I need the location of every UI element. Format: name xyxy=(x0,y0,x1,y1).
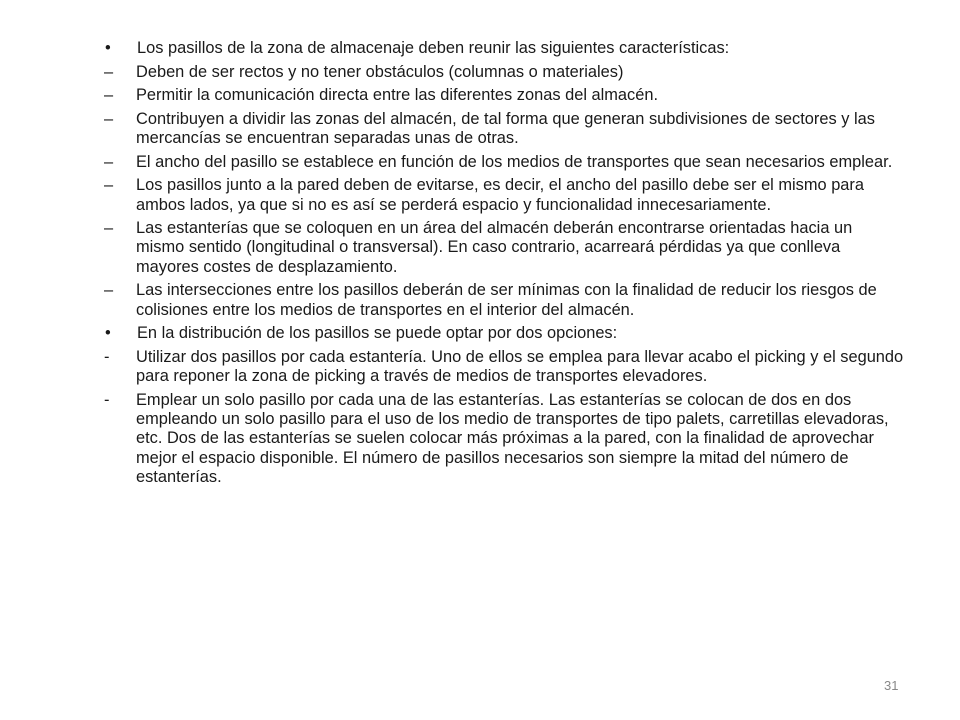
dash-marker: – xyxy=(104,219,114,238)
slide-body xyxy=(104,39,904,492)
list-item xyxy=(104,324,904,343)
dash-marker: – xyxy=(104,86,114,105)
list-item-text: El ancho del pasillo se establece en función de los medios de transportes que sean necesarios emplear. xyxy=(136,152,893,171)
list-item xyxy=(104,281,904,320)
hyphen-marker: - xyxy=(104,347,110,366)
list-item xyxy=(104,110,904,149)
dash-marker: – xyxy=(104,281,114,300)
list-item-text: Deben de ser rectos y no tener obstáculos (columnas o materiales) xyxy=(136,62,624,81)
list-item xyxy=(104,176,904,215)
list-item-text: Los pasillos de la zona de almacenaje deben reunir las siguientes características: xyxy=(137,39,730,57)
dash-marker: – xyxy=(104,62,114,81)
list-item-text: Las estanterías que se coloquen en un área del almacén deberán encontrarse orientadas hacia un mismo sentido (longitudinal o transversal). En caso contrario, acarreará pérdidas ya que conlleva mayores costes de desplazamiento. xyxy=(136,219,853,276)
page-number: 31 xyxy=(884,678,899,693)
list-item xyxy=(104,219,904,277)
dash-marker: – xyxy=(104,152,114,171)
list-item xyxy=(104,391,904,487)
list-item xyxy=(104,39,904,58)
list-item-text: Emplear un solo pasillo por cada una de las estanterías. Las estanterías se colocan de dos en dos empleando un solo pasillo para el uso de los medio de transportes de tipo palets, carretillas elevadoras, etc. Dos de las estanterías se suelen colocar más próximas a la pared, con la finalidad de aprovechar mejor el espacio disponible. El número de pasillos necesarios son siempre la mitad del número de estanterías. xyxy=(136,390,889,486)
bullet-marker: • xyxy=(105,39,111,57)
list-item-text: Los pasillos junto a la pared deben de evitarse, es decir, el ancho del pasillo debe ser el mismo para ambos lados, ya que si no es así se perderá espacio y funcionalidad innecesariamente. xyxy=(136,176,864,214)
list-item xyxy=(104,63,904,82)
dash-marker: – xyxy=(104,176,114,195)
list-item-text: Las intersecciones entre los pasillos deberán de ser mínimas con la finalidad de reducir los riesgos de colisiones entre los medios de transportes en el interior del almacén. xyxy=(136,281,877,319)
list-item xyxy=(104,153,904,172)
list-item-text: En la distribución de los pasillos se puede optar por dos opciones: xyxy=(137,324,618,343)
bullet-marker: • xyxy=(105,324,111,343)
list-item xyxy=(104,86,904,105)
list-item-text: Permitir la comunicación directa entre las diferentes zonas del almacén. xyxy=(136,86,659,105)
list-item-text: Utilizar dos pasillos por cada estantería. Uno de ellos se emplea para llevar acabo el picking y el segundo para reponer la zona de picking a través de medios de transportes elevadores. xyxy=(136,347,904,386)
hyphen-marker: - xyxy=(104,390,110,409)
list-item xyxy=(104,348,904,387)
list-item-text: Contribuyen a dividir las zonas del almacén, de tal forma que generan subdivisiones de sectores y las mercancías se encuentran separadas unas de otras. xyxy=(136,109,875,148)
dash-marker: – xyxy=(104,109,114,128)
